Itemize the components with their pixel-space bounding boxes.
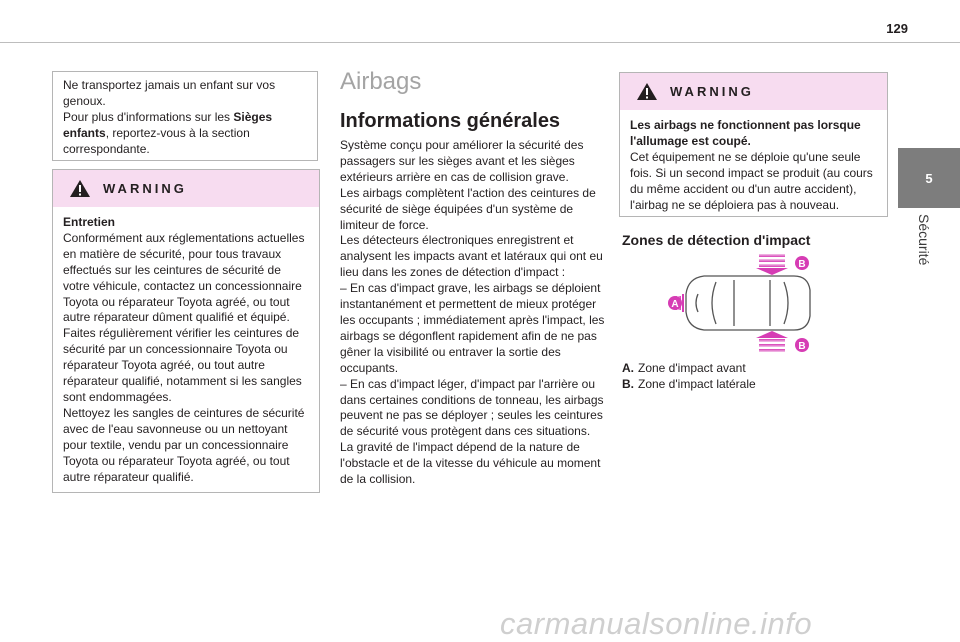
warning-heading: Entretien [63,215,116,229]
subsection-title: Informations générales [340,110,561,132]
warning-heading: Les airbags ne fonctionnent pas lorsque l'allumage est coupé. [630,118,861,148]
chapter-tab[interactable] [898,148,960,208]
paragraph: La gravité de l'impact dépend de la nature de l'obstacle et de la vitesse du véhicule au moment de la collision. [340,440,601,487]
warning-header [620,73,887,110]
svg-text:B: B [798,259,806,270]
warning-title: WARNING [103,181,187,196]
zone-b-marker-icon [795,256,809,270]
zone-a-marker-icon [668,296,682,310]
airbag-info-text [340,138,608,488]
svg-text:B: B [798,341,806,352]
watermark: carmanualsonline.info [500,606,813,641]
warning-triangle-icon [636,82,658,101]
warning-ignition [619,72,888,217]
note-text-2: Pour plus d'informations sur les Sièges enfants, reportez-vous à la section correspondante. [63,109,273,156]
warning-paragraph: Cet équipement ne se déploie qu'une seule fois. Si un second impact se produit (au cours du même accident ou d'un autre accident), l'airbag ne se déploiera pas à nouveau. [630,149,873,212]
warning-paragraph: Faites régulièrement vérifier les ceintures de sécurité par un concessionnaire Toyota ou réparateur Toyota agréé, ou tout autre réparateur qualifié, notamment si les sangles sont endommagées. [63,326,302,404]
impact-zones-legend [622,361,862,393]
child-seat-note [52,71,318,161]
warning-triangle-icon [69,179,91,198]
header-divider [0,42,960,43]
child-seats-link: Sièges enfants [63,109,273,140]
paragraph: Les détecteurs électroniques enregistrent et analysent les impacts avant et latéraux qui ont eu lieu dans les zones de détection d'impact : [340,233,603,280]
side-impact-arrows-top [756,254,788,275]
warning-maintenance [52,169,320,493]
zone-b-marker-icon [795,338,809,352]
paragraph: – En cas d'impact grave, les airbags se déploient instantanément et permettent de mieux protéger les occupants ; immédiatement après l'impact, les airbags se dégonflent rapidement afin de ne pas gêner la visibilité ou entraver la sortie des occupants. [340,281,605,375]
impact-zones-title: Zones de détection d'impact [622,232,811,248]
chapter-number: 5 [925,170,933,186]
svg-text:A: A [671,299,679,310]
paragraph: Les airbags complètent l'action des ceintures de sécurité de siège équipées d'un système de limiteur de force. [340,185,596,232]
paragraph: – En cas d'impact léger, d'impact par l'arrière ou dans certaines conditions de tonneau, les airbags peuvent ne pas se déployer ; seules les ceintures de sécurité vous protègent dans ces situations. [340,376,604,439]
car-top-view-icon [686,276,810,330]
impact-zones-diagram [664,250,814,356]
note-text-1: Ne transportez jamais un enfant sur vos genoux. [63,78,276,108]
legend-item: B. Zone d'impact latérale [622,376,756,391]
warning-header [53,170,319,207]
side-impact-arrows-bottom [756,331,788,352]
warning-paragraph: Conformément aux réglementations actuelles en matière de sécurité, pour tous travaux effectués sur les ceintures de sécurité de votre véhicule, contactez un concessionnaire Toyota ou réparateur Toyota agréé, ou tout autre réparateur dûment qualifié et équipé. [63,230,305,325]
warning-paragraph: Nettoyez les sangles de ceintures de sécurité avec de l'eau savonneuse ou un nettoyant pour textile, vendu par un concessionnaire Toyota ou réparateur Toyota agréé, ou tout autre réparateur qualifié. [63,405,305,484]
warning-title: WARNING [670,84,754,99]
paragraph: Système conçu pour améliorer la sécurité des passagers sur les sièges avant et les sièges extérieurs arrière en cas de collision grave. [340,138,584,184]
legend-item: A. Zone d'impact avant [622,361,746,375]
chapter-title: Sécurité [916,214,932,266]
page-number: 129 [886,21,908,36]
section-title: Airbags [340,68,422,95]
